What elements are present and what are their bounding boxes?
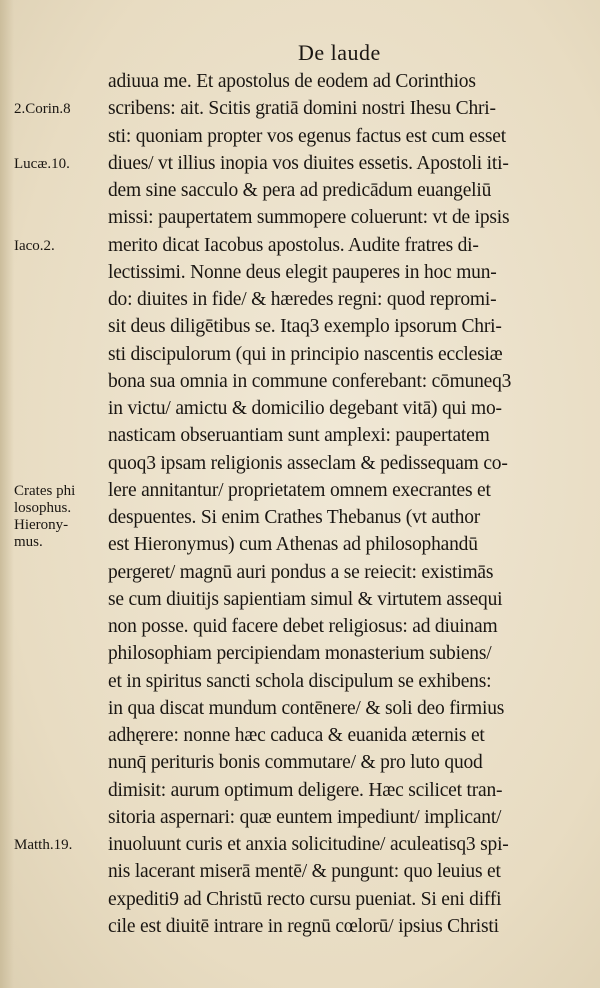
text-line: nis lacerant miserā mentē/ & pungunt: quo leuius et <box>108 861 501 883</box>
text-line: sitoria aspernari: quæ euntem impediunt/ implicant/ <box>108 806 502 828</box>
text-line: adiuua me. Et apostolus de eodem ad Corinthios <box>108 71 476 92</box>
text-line: merito dicat Iacobus apostolus. Audite fratres di- <box>108 234 479 256</box>
text-line: et in spiritus sancti schola discipulum se exhibens: <box>108 670 492 692</box>
text-line: dimisit: aurum optimum deligere. Hæc scilicet tran- <box>108 779 503 801</box>
text-line: lectissimi. Nonne deus elegit pauperes in hoc mun- <box>108 261 497 283</box>
text-line: diues/ vt illius inopia vos diuites essetis. Apostoli iti- <box>108 152 509 174</box>
margin-note: Lucæ.10. <box>14 155 70 172</box>
text-line: sti discipulorum (qui in principio nascentis ecclesiæ <box>108 343 503 365</box>
margin-note: Matth.19. <box>14 837 73 853</box>
margin-note: Crates phi losophus. Hierony- mus. <box>14 482 76 550</box>
text-line: dem sine sacculo & pera ad predicādum euangeliū <box>108 180 492 201</box>
body-text <box>108 68 578 940</box>
text-line: inuoluunt curis et anxia solicitudine/ aculeatisq3 spi- <box>108 834 509 855</box>
text-line: adhęrere: nonne hæc caduca & euanida æternis et <box>108 725 485 746</box>
text-line: nasticam obseruantiam sunt amplexi: paupertatem <box>108 425 490 447</box>
text-line: non posse. quid facere debet religiosus: ad diuinam <box>108 616 498 637</box>
text-line: lere annitantur/ proprietatem omnem execrantes et <box>108 479 491 501</box>
margin-note: 2.Corin.8 <box>14 101 71 118</box>
text-line: nunq̄ perituris bonis commutare/ & pro luto quod <box>108 752 483 774</box>
text-line: pergeret/ magnū auri pondus a se reiecit: existimās <box>108 561 494 583</box>
text-line: missi: paupertatem summopere coluerunt: vt de ipsis <box>108 207 510 229</box>
text-line: philosophiam percipiendam monasterium subiens/ <box>108 643 492 665</box>
text-line: cile est diuitē intrare in regnū cœlorū/ ipsius Christi <box>108 915 499 937</box>
text-line: se cum diuitijs sapientiam simul & virtutem assequi <box>108 588 503 610</box>
text-line: est Hieronymus) cum Athenas ad philosophandū <box>108 534 478 556</box>
text-line: do: diuites in fide/ & hæredes regni: quod repromi- <box>108 289 497 310</box>
text-line: in victu/ amictu & domicilio degebant vitā) qui mo- <box>108 398 502 419</box>
text-line: despuentes. Si enim Crathes Thebanus (vt author <box>108 507 481 528</box>
page-gutter-shadow <box>0 0 14 988</box>
text-line: in qua discat mundum contēnere/ & soli deo firmius <box>108 697 505 719</box>
text-line: bona sua omnia in commune conferebant: cōmuneq3 <box>108 370 512 392</box>
text-line: quoq3 ipsam religionis asseclam & pedissequam co- <box>108 452 508 474</box>
text-line: scribens: ait. Scitis gratiā domini nostri Ihesu Chri- <box>108 98 496 120</box>
text-line: sit deus diligētibus se. Itaq3 exemplo ipsorum Chri- <box>108 316 502 338</box>
margin-note: Iaco.2. <box>14 237 55 254</box>
text-line: sti: quoniam propter vos egenus factus est cum esset <box>108 125 506 147</box>
running-head: De laude <box>298 40 381 65</box>
text-line: expediti9 ad Christū recto cursu pueniat. Si eni diffi <box>108 888 502 910</box>
